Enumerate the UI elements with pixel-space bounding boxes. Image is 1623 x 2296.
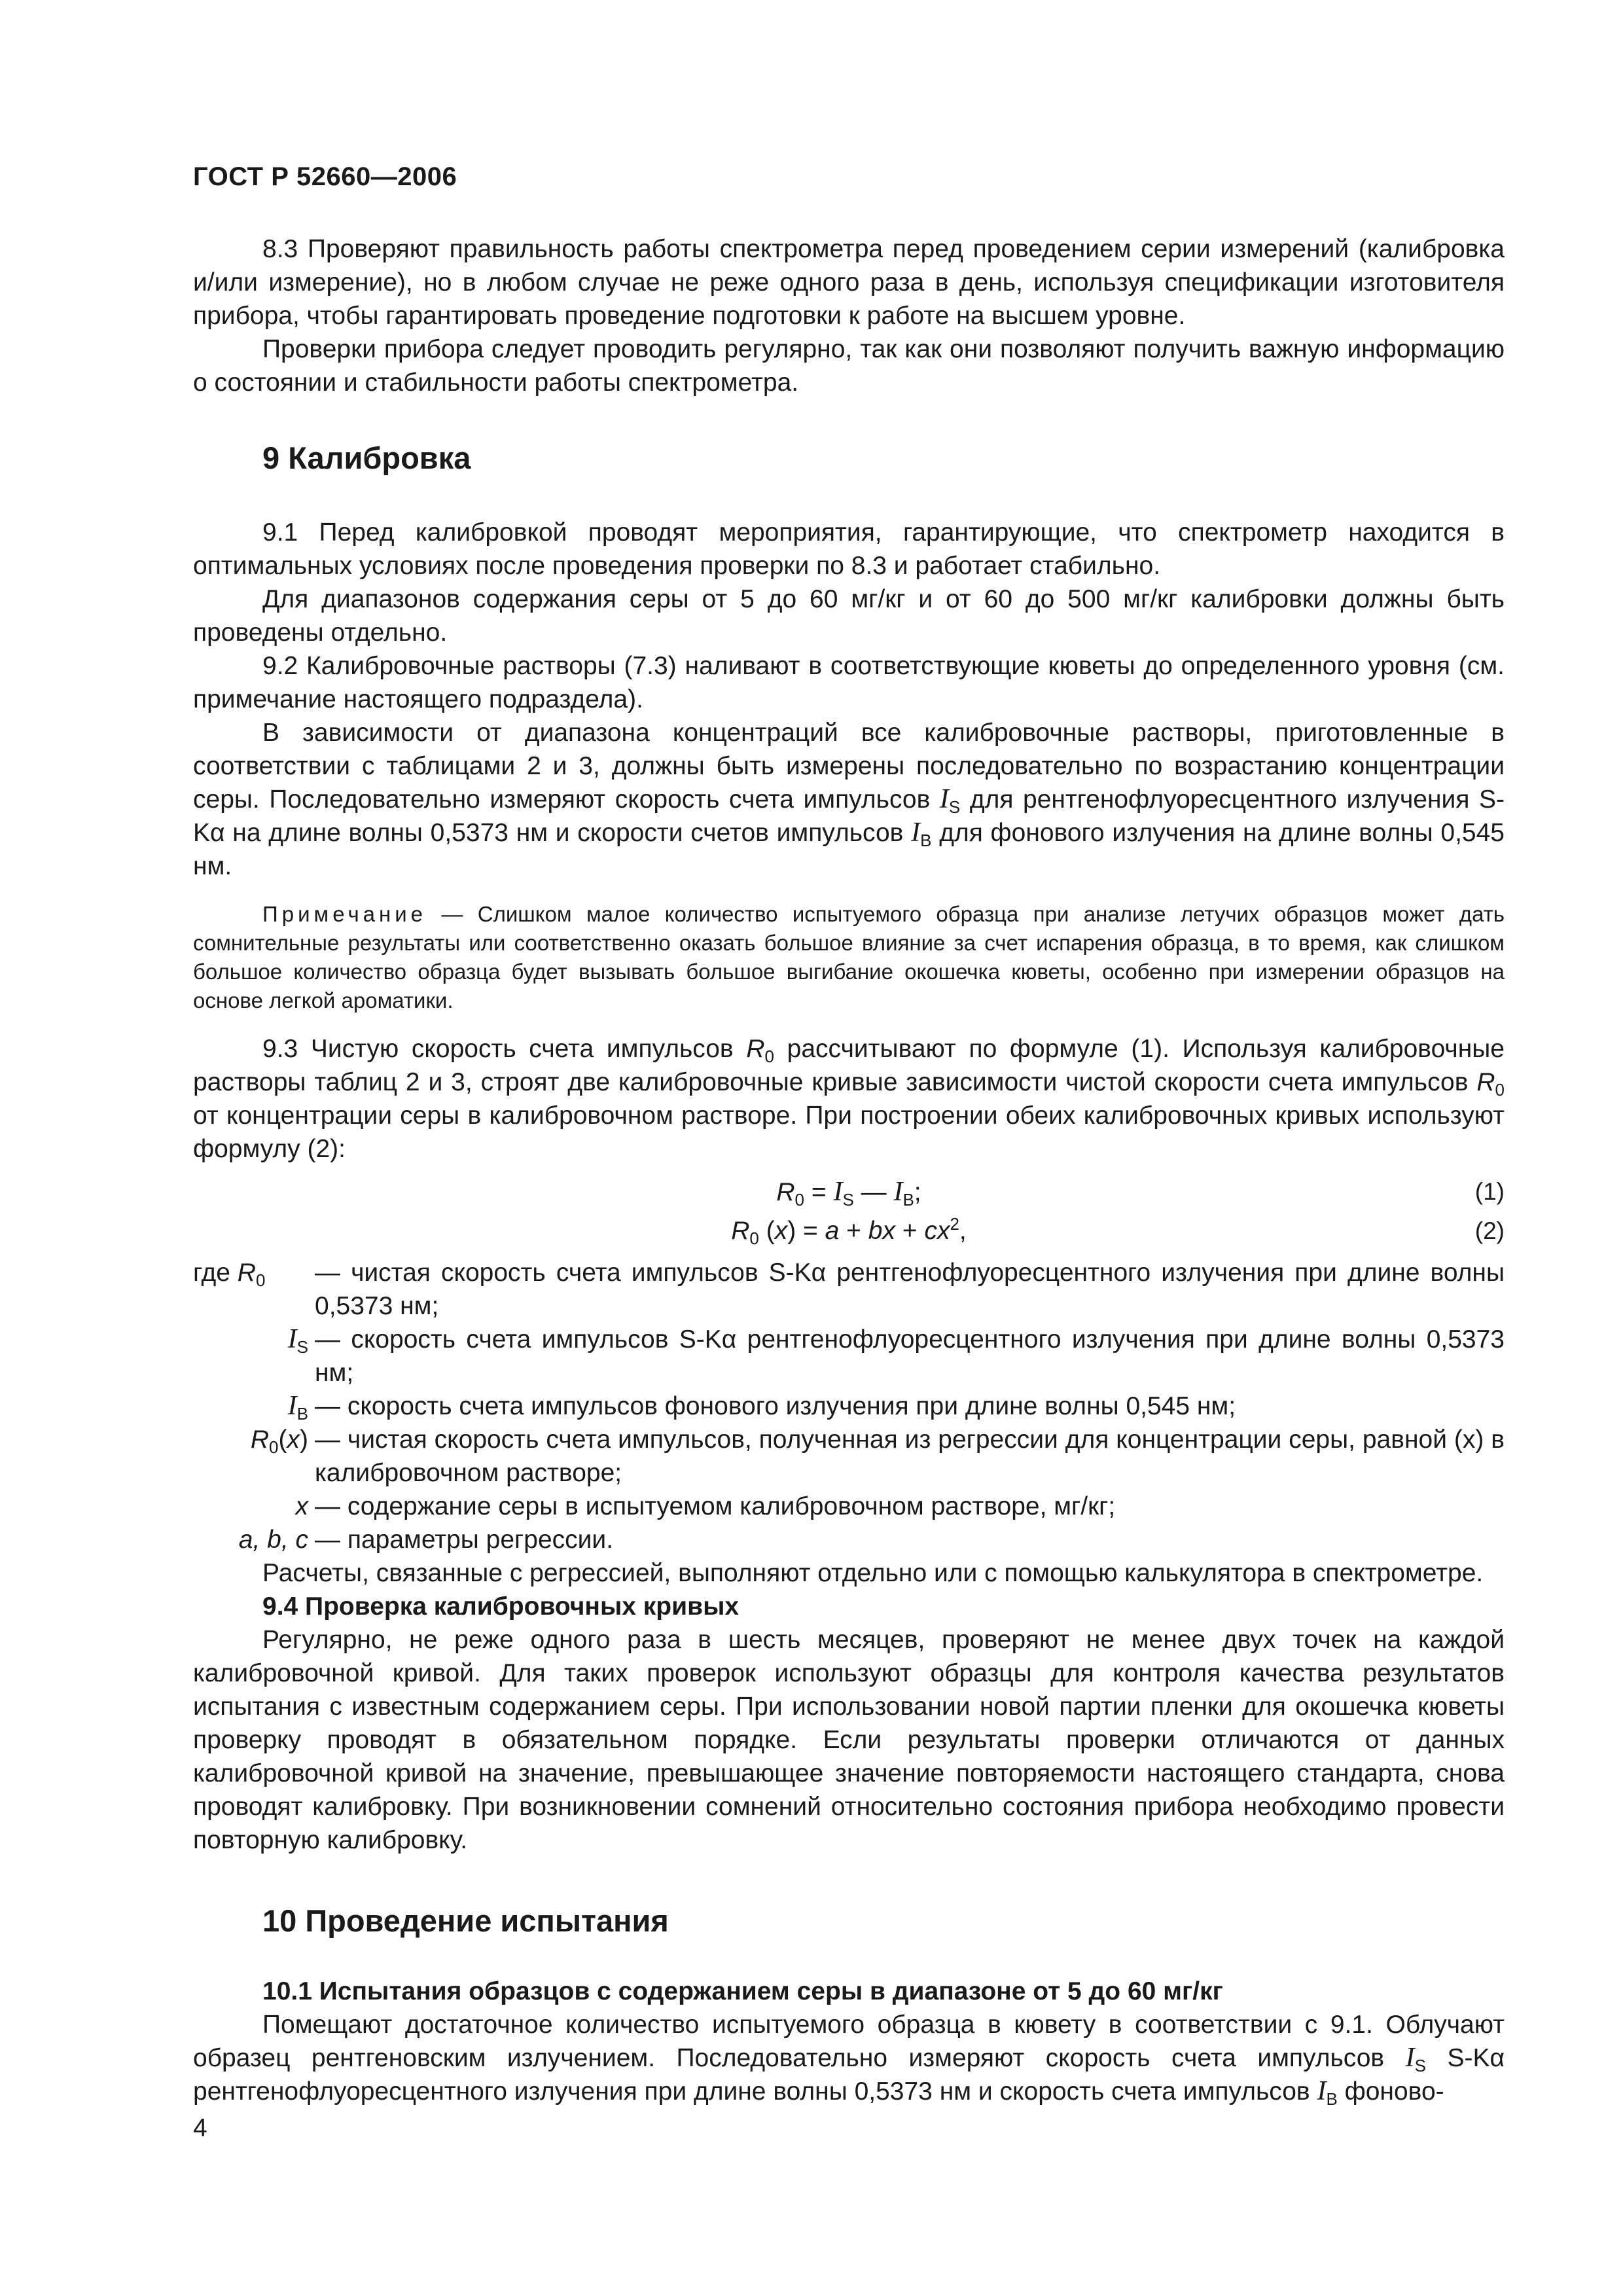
note-text: — Слишком малое количество испытуемого образца при анализе летучих образцов может дать сомнительные результаты или соответственно оказать большое влияние за счет испарения образца, в то время, как слишком большое количество образца будет вызывать большое выгибание окошечка кюветы, особенно при измерении образцов на основе легкой ароматики. — [193, 902, 1505, 1013]
formula-2 — [193, 1211, 1505, 1251]
paragraph-9-2: 9.2 Калибровочные растворы (7.3) наливают в соответствующие кюветы до определенного уровня (см. примечание настоящего подраздела). — [193, 652, 1505, 713]
paragraph-9-1-b: Для диапазонов содержания серы от 5 до 60 мг/кг и от 60 до 500 мг/кг калибровки должны быть проведены отдельно. — [193, 585, 1505, 647]
section-9-heading: 9 Калибровка — [262, 440, 471, 475]
paragraph-10-1: Помещают достаточное количество испытуемого образца в кювету в соответствии с 9.1. Облучают образец рентгеновским излучением. Последовательно измеряют скорость счета импульсов $I_S$ S-Kα рентгенофлуоресцентного излучения при длине волны 0,5373 нм и скорость счета импульсов $I_B$ фоново- — [193, 2011, 1505, 2109]
formula-2-number: (2) — [1474, 1217, 1505, 1244]
definition-ib: $I_B$ — скорость счета импульсов фонового излучения при длине волны 0,545 нм; — [287, 1391, 1236, 1424]
formula-2-expression: $R_0$ (x) = a + bx + $cx^2$, — [731, 1214, 967, 1248]
definition-r0x: $R_0(x)$ — чистая скорость счета импульсов, полученная из регрессии для концентрации серы, равной (x) в калибровочном растворе; — [250, 1426, 1505, 1487]
note-label: Примечание — [262, 902, 427, 926]
formula-1-number: (1) — [1474, 1178, 1505, 1205]
subsection-10-1-heading: 10.1 Испытания образцов с содержанием серы в диапазоне от 5 до 60 мг/кг — [262, 1977, 1223, 2005]
formula-1 — [193, 1172, 1505, 1211]
formula-1-expression: $R_0 = I_S$ — $I_B$; — [776, 1177, 921, 1210]
note-paragraph — [193, 900, 1505, 1015]
paragraph-8-3: 8.3 Проверяют правильность работы спектрометра перед проведением серии измерений (калибровка и/или измерение), но в любом случае не реже одного раза в день, используя спецификации изготовителя прибора, чтобы гарантировать проведение подготовки к работе на высшем уровне. — [193, 235, 1505, 330]
section-10-heading: 10 Проведение испытания — [262, 1903, 669, 1938]
paragraph-9-1: 9.1 Перед калибровкой проводят мероприятия, гарантирующие, что спектрометр находится в оптимальных условиях после проведения проверки по 8.3 и работает стабильно. — [193, 518, 1505, 580]
paragraph-8-3-b: Проверки прибора следует проводить регулярно, так как они позволяют получить важную информацию о состоянии и стабильности работы спектрометра. — [193, 335, 1505, 397]
definition-is: $I_S$ — скорость счета импульсов S-Kα рентгенофлуоресцентного излучения при длине волны 0,5373 нм; — [287, 1324, 1505, 1387]
paragraph-regression: Расчеты, связанные с регрессией, выполняют отдельно или с помощью калькулятора в спектрометре. — [262, 1559, 1484, 1587]
paragraph-9-3: 9.3 Чистую скорость счета импульсов $R_0$ рассчитывают по формуле (1). Используя калибровочные растворы таблиц 2 и 3, строят две калибровочные кривые зависимости чистой скорости счета импульсов $R_0$ от концентрации серы в калибровочном растворе. При построении обеих калибровочных кривых используют формулу (2): — [193, 1035, 1505, 1163]
definition-abc: a, b, c — параметры регрессии. — [238, 1526, 614, 1554]
page-number: 4 — [193, 2114, 207, 2142]
definition-x: x — содержание серы в испытуемом калибровочном растворе, мг/кг; — [295, 1492, 1116, 1520]
paragraph-9-2-b: В зависимости от диапазона концентраций все калибровочные растворы, приготовленные в соответствии с таблицами 2 и 3, должны быть измерены последовательно по возрастанию концентрации серы. Последовательно измеряют скорость счета импульсов $I_S$ для рентгенофлуоресцентного излучения S-Kα на длине волны 0,5373 нм и скорости счетов импульсов $I_B$ для фонового излучения на длине волны 0,545 нм. — [193, 719, 1505, 880]
document-body — [193, 232, 1505, 2108]
subsection-9-4-heading: 9.4 Проверка калибровочных кривых — [262, 1592, 740, 1621]
definition-r0: где $R_0$ — чистая скорость счета импульсов S-Kα рентгенофлуоресцентного излучения при длине волны 0,5373 нм; — [193, 1259, 1505, 1320]
paragraph-9-4: Регулярно, не реже одного раза в шесть месяцев, проверяют не менее двух точек на каждой калибровочной кривой. Для таких проверок используют образцы для контроля качества результатов испытания с известным содержанием серы. При использовании новой партии пленки для окошечка кюветы проверку проводят в обязательном порядке. Если результаты проверки отличаются от данных калибровочной кривой на значение, превышающее значение повторяемости настоящего стандарта, снова проводят калибровку. При возникновении сомнений относительно состояния прибора необходимо провести повторную калибровку. — [193, 1626, 1505, 1854]
document-header: ГОСТ Р 52660—2006 — [193, 162, 457, 191]
